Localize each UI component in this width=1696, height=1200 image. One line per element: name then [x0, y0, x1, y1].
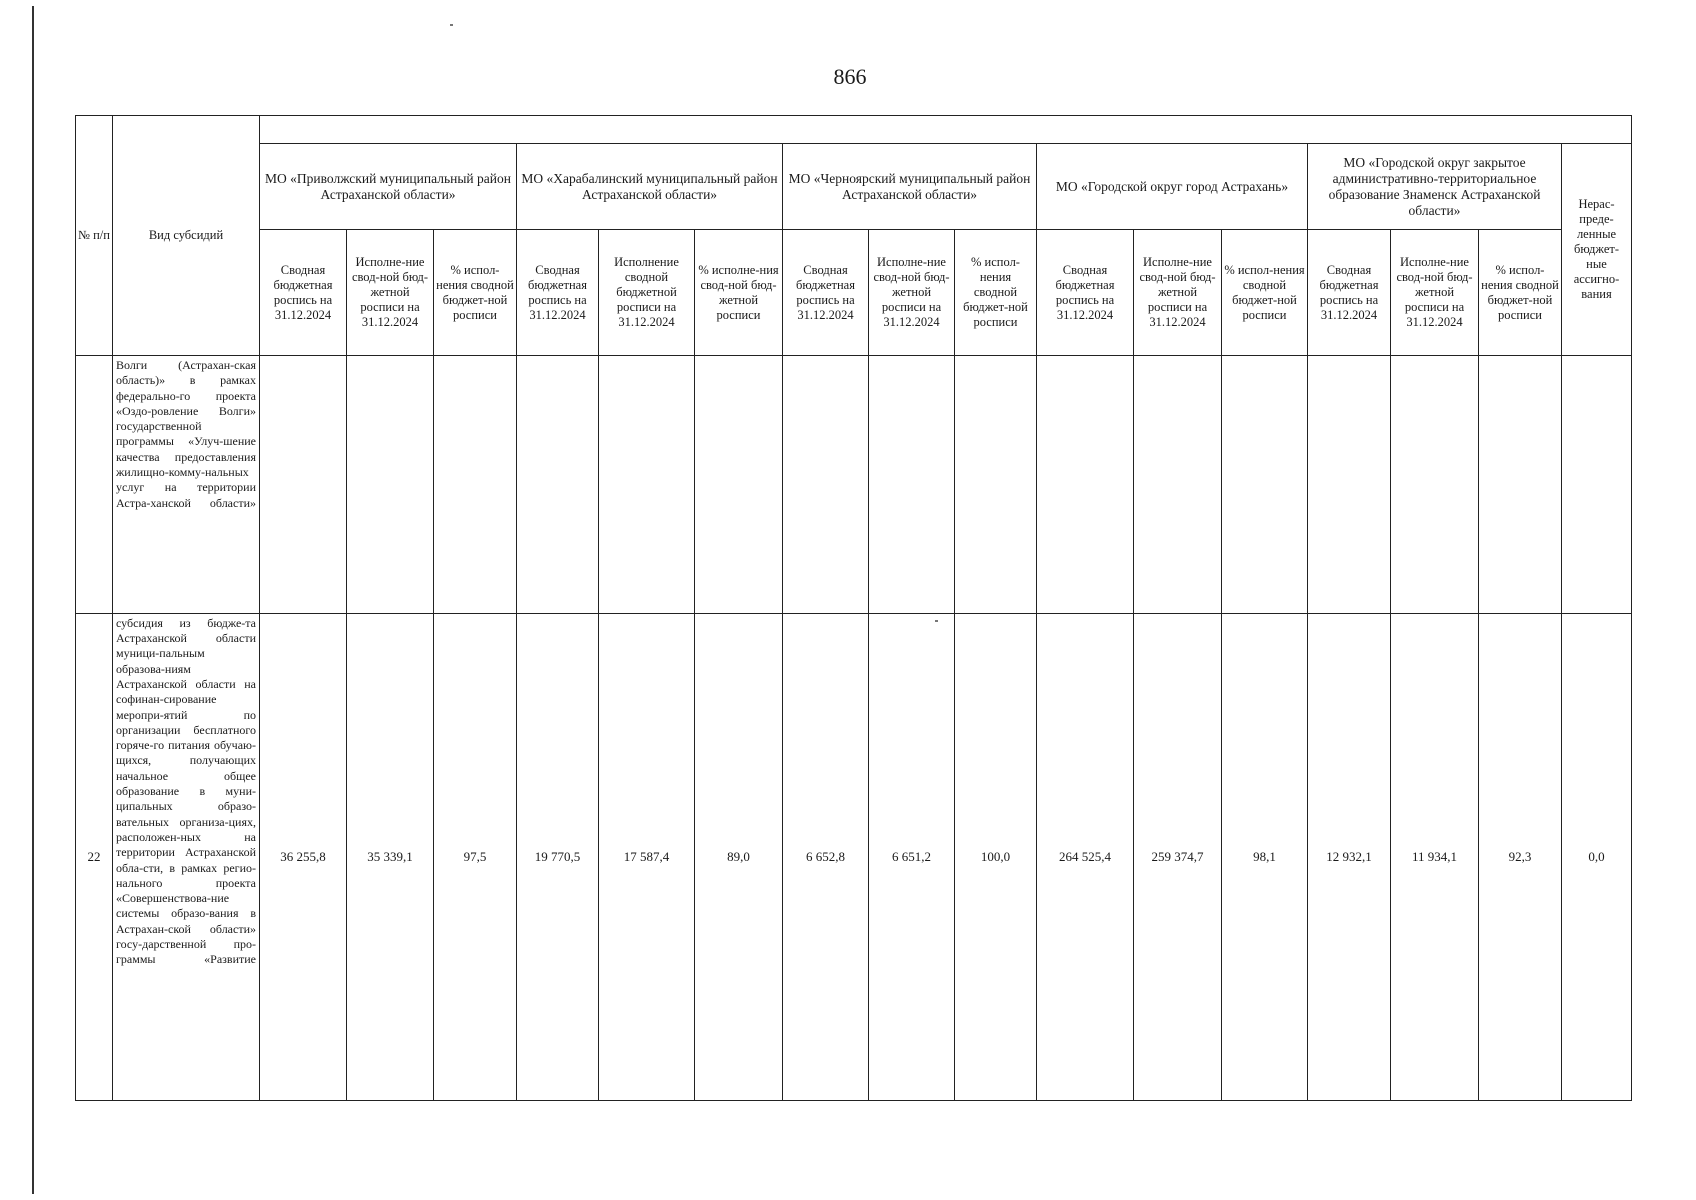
- table-row: [76, 356, 1632, 614]
- value-cell: [1134, 356, 1222, 614]
- value-cell: [1562, 356, 1632, 614]
- value-cell: [599, 356, 695, 614]
- value-cell: [695, 356, 783, 614]
- header-execution-percent: % исполне-ния свод-ной бюд-жетной росписи: [695, 230, 783, 356]
- header-unallocated: Нерас-преде-ленные бюджет-ные ассигно-вания: [1562, 144, 1632, 356]
- header-budget-plan: Сводная бюджетная роспись на 31.12.2024: [783, 230, 869, 356]
- value-cell: [1222, 356, 1308, 614]
- header-spacer: [260, 116, 1632, 144]
- value-cell: 6 651,2: [869, 613, 955, 1100]
- value-cell: 6 652,8: [783, 613, 869, 1100]
- header-number: № п/п: [76, 116, 113, 356]
- value-cell: [517, 356, 599, 614]
- header-municipality-chernoyarsky: МО «Черноярский муниципальный район Астраханской области»: [783, 144, 1037, 230]
- value-cell: [1391, 356, 1479, 614]
- header-execution-percent: % испол-нения сводной бюджет-ной росписи: [1222, 230, 1308, 356]
- header-subsidy-type: Вид субсидий: [113, 116, 260, 356]
- value-cell: 12 932,1: [1308, 613, 1391, 1100]
- value-cell: 98,1: [1222, 613, 1308, 1100]
- value-cell: [260, 356, 347, 614]
- header-execution: Исполне-ние свод-ной бюд-жетной росписи на 31.12.2024: [347, 230, 434, 356]
- header-budget-plan: Сводная бюджетная роспись на 31.12.2024: [517, 230, 599, 356]
- subsidy-description-cell: Волги (Астрахан-ская область)» в рамках федерально-го проекта «Оздо-ровление Волги» государственной программы «Улуч-шение качества предоставления жилищно-комму-нальных услуг на территории Астра-ханской области»: [113, 356, 260, 614]
- binding-margin-line: [32, 6, 34, 1194]
- header-execution-percent: % испол-нения сводной бюджет-ной росписи: [434, 230, 517, 356]
- value-cell: [1037, 356, 1134, 614]
- value-cell: 36 255,8: [260, 613, 347, 1100]
- value-cell: 264 525,4: [1037, 613, 1134, 1100]
- value-cell: 97,5: [434, 613, 517, 1100]
- value-cell: [783, 356, 869, 614]
- header-execution: Исполне-ние свод-ной бюд-жетной росписи на 31.12.2024: [1391, 230, 1479, 356]
- subsidy-description-cell: субсидия из бюдже-та Астраханской области муници-пальным образова-ниям Астраханской области на софинан-сирование меропри-ятий по организации бесплатного горяче-го питания обучаю-щихся, получающих начальное общее образование в муни-ципальных образо-вательных организа-циях, расположен-ных на территории Астраханской обла-сти, в рамках регио-нального проекта «Совершенствова-ние системы образо-вания в Астрахан-ской области» госу-дарственной про-граммы «Развитие: [113, 613, 260, 1100]
- value-cell: 17 587,4: [599, 613, 695, 1100]
- header-top-row: [76, 116, 1632, 144]
- value-cell: 92,3: [1479, 613, 1562, 1100]
- header-execution-percent: % испол-нения сводной бюджет-ной росписи: [1479, 230, 1562, 356]
- header-execution: Исполне-ние свод-ной бюд-жетной росписи на 31.12.2024: [1134, 230, 1222, 356]
- value-cell: [955, 356, 1037, 614]
- header-budget-plan: Сводная бюджетная роспись на 31.12.2024: [1308, 230, 1391, 356]
- header-budget-plan: Сводная бюджетная роспись на 31.12.2024: [1037, 230, 1134, 356]
- header-execution: Исполнение сводной бюджетной росписи на 31.12.2024: [599, 230, 695, 356]
- scan-speck: [450, 24, 453, 26]
- value-cell: [869, 356, 955, 614]
- header-municipality-privolzhsky: МО «Приволжский муниципальный район Астраханской области»: [260, 144, 517, 230]
- value-cell: 89,0: [695, 613, 783, 1100]
- value-cell: 35 339,1: [347, 613, 434, 1100]
- header-execution: Исполне-ние свод-ной бюд-жетной росписи на 31.12.2024: [869, 230, 955, 356]
- header-municipality-znamensk: МО «Городской округ закрытое административно-территориальное образование Знаменск Астраханской области»: [1308, 144, 1562, 230]
- value-cell: 100,0: [955, 613, 1037, 1100]
- header-municipality-astrakhan-city: МО «Городской округ город Астрахань»: [1037, 144, 1308, 230]
- row-number-cell: 22: [76, 613, 113, 1100]
- header-subcolumn-row: [76, 230, 1632, 356]
- value-cell: 11 934,1: [1391, 613, 1479, 1100]
- value-cell: [347, 356, 434, 614]
- value-cell: 0,0: [1562, 613, 1632, 1100]
- header-budget-plan: Сводная бюджетная роспись на 31.12.2024: [260, 230, 347, 356]
- header-municipality-row: [76, 144, 1632, 230]
- page-number: 866: [833, 64, 867, 89]
- value-cell: [1308, 356, 1391, 614]
- subsidy-table: [75, 115, 1632, 1101]
- value-cell: 19 770,5: [517, 613, 599, 1100]
- value-cell: [1479, 356, 1562, 614]
- row-number-cell: [76, 356, 113, 614]
- value-cell: 259 374,7: [1134, 613, 1222, 1100]
- value-cell: [434, 356, 517, 614]
- header-municipality-kharabalinsky: МО «Харабалинский муниципальный район Астраханской области»: [517, 144, 783, 230]
- header-execution-percent: % испол-нения сводной бюджет-ной росписи: [955, 230, 1037, 356]
- table-row: [76, 613, 1632, 1100]
